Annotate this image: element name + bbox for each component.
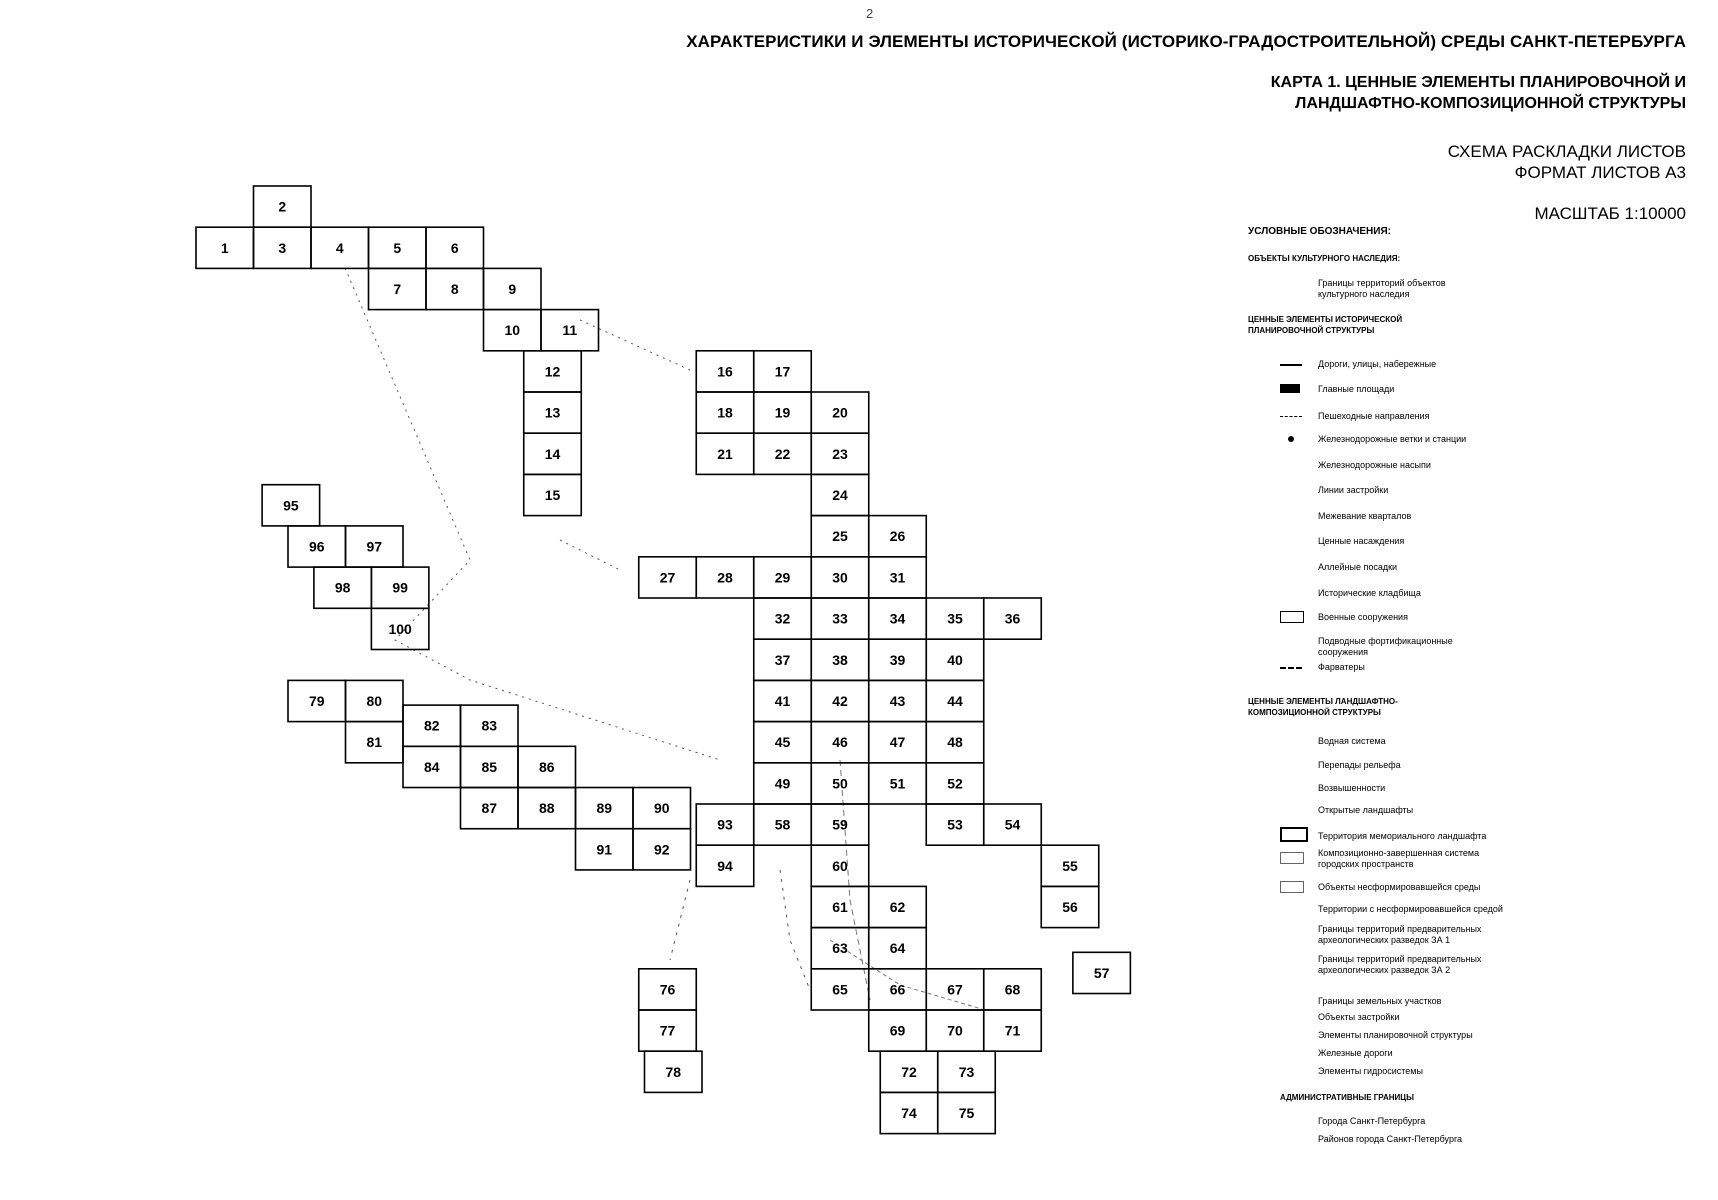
railway-trace <box>840 760 870 1000</box>
sheet-99[interactable] <box>371 567 429 608</box>
railway-station-symbol <box>1288 436 1294 442</box>
map-title-line-2: ЛАНДШАФТНО-КОМПОЗИЦИОННОЙ СТРУКТУРЫ <box>1295 95 1686 112</box>
sheet-number-label: 9 <box>508 281 517 297</box>
sheet-number-label: 23 <box>832 445 848 462</box>
sheet-34[interactable] <box>869 598 927 639</box>
sheet-number-label: 44 <box>947 693 963 709</box>
sheet-number-label: 36 <box>1004 610 1021 627</box>
sheet-30[interactable] <box>811 557 869 598</box>
sheet-38[interactable] <box>811 639 869 680</box>
sheet-68[interactable] <box>984 969 1042 1010</box>
sheet-number-label: 8 <box>450 281 459 297</box>
sheet-number-label: 52 <box>947 775 963 792</box>
sheet-number-label: 61 <box>832 899 848 915</box>
document-title: ХАРАКТЕРИСТИКИ И ЭЛЕМЕНТЫ ИСТОРИЧЕСКОЙ (ИСТОРИКО-ГРАДОСТРОИТЕЛЬНОЙ) СРЕДЫ САНКТ-ПЕТЕРБУРГА <box>686 32 1686 51</box>
legend-cultural-item-line-1: Границы территорий объектов <box>1318 278 1446 288</box>
legend-planning-heading-line-1: ЦЕННЫЕ ЭЛЕМЕНТЫ ИСТОРИЧЕСКОЙ <box>1248 315 1403 324</box>
sheet-14[interactable] <box>524 433 582 474</box>
legend-other-item: Железные дороги <box>1318 1048 1393 1058</box>
sheet-87[interactable] <box>461 788 519 829</box>
legend-landscape-heading-line-2: КОМПОЗИЦИОННОЙ СТРУКТУРЫ <box>1248 708 1381 717</box>
sheet-23[interactable] <box>811 433 869 474</box>
legend-composite-line-1: Композиционно-завершенная система <box>1318 848 1480 858</box>
military-structure-symbol <box>1280 611 1304 623</box>
sheet-70[interactable] <box>926 1010 984 1051</box>
composite-system-symbol <box>1280 852 1304 864</box>
sheet-number-label: 96 <box>308 538 325 555</box>
sheet-5[interactable] <box>369 227 427 268</box>
sheet-number-label: 74 <box>901 1105 917 1121</box>
sheet-number-label: 38 <box>832 651 848 668</box>
memorial-landscape-symbol <box>1280 827 1308 842</box>
sheet-13[interactable] <box>524 392 582 433</box>
sheet-11[interactable] <box>541 310 599 351</box>
legend-admin-heading: АДМИНИСТРАТИВНЫЕ ГРАНИЦЫ <box>1280 1093 1414 1102</box>
sheet-56[interactable] <box>1041 886 1099 927</box>
sheet-number-label: 82 <box>423 717 440 734</box>
sheet-number-label: 64 <box>889 940 906 957</box>
sheet-number-label: 60 <box>832 857 848 874</box>
sheet-number-label: 77 <box>659 1022 676 1039</box>
sheet-10[interactable] <box>484 310 542 351</box>
sheet-66[interactable] <box>869 969 927 1010</box>
sheet-number-label: 72 <box>901 1063 917 1080</box>
sheet-24[interactable] <box>811 474 869 515</box>
sheet-number-label: 32 <box>774 610 791 627</box>
sheet-12[interactable] <box>524 351 582 392</box>
sheet-52[interactable] <box>926 763 984 804</box>
sheet-33[interactable] <box>811 598 869 639</box>
sheet-100[interactable] <box>371 608 429 649</box>
district-boundary-trace <box>560 540 620 570</box>
sheet-number-label: 62 <box>889 899 906 915</box>
sheet-number-label: 19 <box>774 404 791 421</box>
sheet-35[interactable] <box>926 598 984 639</box>
sheet-number-label: 35 <box>947 610 963 627</box>
sheet-number-label: 100 <box>388 620 412 637</box>
sheet-86[interactable] <box>518 746 576 787</box>
sheet-49[interactable] <box>754 763 812 804</box>
legend-composite-item <box>1318 848 1479 870</box>
sheet-55[interactable] <box>1041 845 1099 886</box>
legend-fortification-line-2: сооружения <box>1318 647 1369 657</box>
sheet-44[interactable] <box>926 680 984 721</box>
sheet-number-label: 80 <box>366 693 383 709</box>
sheet-number-label: 11 <box>562 322 578 339</box>
sheet-71[interactable] <box>984 1010 1042 1051</box>
sheet-8[interactable] <box>426 268 484 309</box>
legend-planning-item: Железнодорожные насыпи <box>1318 460 1431 470</box>
sheet-76[interactable] <box>639 969 697 1010</box>
sheet-67[interactable] <box>926 969 984 1010</box>
sheet-number-label: 18 <box>717 404 733 421</box>
sheet-number-label: 66 <box>889 981 906 998</box>
sheet-39[interactable] <box>869 639 927 680</box>
sheet-62[interactable] <box>869 886 927 927</box>
sheet-number-label: 41 <box>774 693 791 709</box>
sheet-number-label: 29 <box>774 569 791 586</box>
legend-archaeology-2 <box>1318 954 1481 976</box>
sheet-84[interactable] <box>403 746 461 787</box>
legend-archaeology-1 <box>1318 924 1481 946</box>
sheet-number-label: 46 <box>832 734 848 751</box>
sheet-48[interactable] <box>926 722 984 763</box>
sheet-number-label: 69 <box>889 1022 906 1039</box>
sheet-number-label: 50 <box>832 775 848 792</box>
scheme-title-line-2: ФОРМАТ ЛИСТОВ А3 <box>1514 163 1686 182</box>
sheet-98[interactable] <box>314 567 372 608</box>
sheet-number-label: 48 <box>947 734 963 751</box>
sheet-69[interactable] <box>869 1010 927 1051</box>
sheet-number-label: 42 <box>832 693 848 709</box>
scheme-title <box>1448 141 1686 183</box>
sheet-grid <box>196 186 1130 1134</box>
sheet-number-label: 84 <box>423 758 440 775</box>
sheet-6[interactable] <box>426 227 484 268</box>
legend-planning-item: Военные сооружения <box>1318 612 1408 622</box>
legend-unformed-objects: Объекты несформировавшейся среды <box>1318 882 1481 892</box>
sheet-number-label: 68 <box>1004 981 1021 998</box>
sheet-2[interactable] <box>254 186 312 227</box>
legend-arch1-line-2: археологических разведок ЗА 1 <box>1318 935 1451 945</box>
legend-landscape-item: Перепады рельефа <box>1318 760 1401 770</box>
legend-cultural-heading: ОБЪЕКТЫ КУЛЬТУРНОГО НАСЛЕДИЯ: <box>1248 254 1401 263</box>
sheet-81[interactable] <box>346 722 404 763</box>
sheet-75[interactable] <box>938 1092 996 1133</box>
sheet-73[interactable] <box>938 1051 996 1092</box>
sheet-number-label: 99 <box>392 579 408 596</box>
sheet-number-label: 14 <box>544 445 561 462</box>
sheet-9[interactable] <box>484 268 542 309</box>
sheet-90[interactable] <box>633 788 691 829</box>
legend-landscape-item: Открытые ландшафты <box>1318 805 1414 815</box>
sheet-number-label: 91 <box>596 841 613 858</box>
sheet-number-label: 39 <box>889 651 906 668</box>
sheet-57[interactable] <box>1073 952 1131 993</box>
sheet-number-label: 71 <box>1004 1022 1021 1039</box>
sheet-18[interactable] <box>696 392 754 433</box>
legend-admin-item: Города Санкт-Петербурга <box>1318 1116 1426 1126</box>
sheet-number-label: 24 <box>832 487 848 503</box>
sheet-number-label: 31 <box>889 569 906 586</box>
sheet-number-label: 97 <box>366 538 383 555</box>
sheet-number-label: 95 <box>283 497 299 514</box>
sheet-number-label: 26 <box>889 528 906 545</box>
sheet-number-label: 76 <box>659 981 676 998</box>
sheet-97[interactable] <box>346 526 404 567</box>
sheet-88[interactable] <box>518 788 576 829</box>
sheet-number-label: 34 <box>889 610 906 627</box>
sheet-93[interactable] <box>696 804 754 845</box>
legend-landscape-heading <box>1248 696 1398 718</box>
sheet-number-label: 28 <box>717 569 733 586</box>
legend-planning-item: Исторические кладбища <box>1318 588 1421 598</box>
legend-unformed-territories: Территории с несформировавшейся средой <box>1318 904 1503 914</box>
sheet-number-label: 56 <box>1062 899 1078 915</box>
sheet-64[interactable] <box>869 928 927 969</box>
scheme-title-line-1: СХЕМА РАСКЛАДКИ ЛИСТОВ <box>1447 142 1686 161</box>
railway-trace <box>830 940 985 1010</box>
sheet-27[interactable] <box>639 557 697 598</box>
sheet-16[interactable] <box>696 351 754 392</box>
road-line-symbol <box>1280 364 1302 366</box>
sheet-77[interactable] <box>639 1010 697 1051</box>
legend-planning-item: Пешеходные направления <box>1318 411 1430 421</box>
sheet-94[interactable] <box>696 845 754 886</box>
map-title-line-1: КАРТА 1. ЦЕННЫЕ ЭЛЕМЕНТЫ ПЛАНИРОВОЧНОЙ И <box>1270 74 1686 91</box>
sheet-19[interactable] <box>754 392 812 433</box>
sheet-20[interactable] <box>811 392 869 433</box>
legend-fortification-line-1: Подводные фортификационные <box>1318 636 1453 646</box>
sheet-80[interactable] <box>346 680 404 721</box>
legend-planning-item: Аллейные посадки <box>1318 562 1398 572</box>
sheet-number-label: 94 <box>717 857 733 874</box>
sheet-number-label: 65 <box>832 981 848 998</box>
sheet-37[interactable] <box>754 639 812 680</box>
sheet-83[interactable] <box>461 705 519 746</box>
sheet-53[interactable] <box>926 804 984 845</box>
sheet-91[interactable] <box>576 829 634 870</box>
legend-planning-item: Межевание кварталов <box>1318 511 1412 521</box>
sheet-number-label: 25 <box>832 528 848 545</box>
sheet-number-label: 40 <box>947 651 963 668</box>
sheet-82[interactable] <box>403 705 461 746</box>
sheet-number-label: 75 <box>958 1105 975 1121</box>
legend-planning-item: Линии застройки <box>1318 485 1389 495</box>
fairway-dash-symbol <box>1280 667 1302 669</box>
sheet-number-label: 30 <box>832 569 848 586</box>
sheet-number-label: 90 <box>653 800 670 817</box>
sheet-number-label: 4 <box>335 239 344 256</box>
legend-other-item: Элементы гидросистемы <box>1318 1066 1423 1076</box>
sheet-26[interactable] <box>869 516 927 557</box>
legend-planning-item: Главные площади <box>1318 384 1395 394</box>
sheet-45[interactable] <box>754 722 812 763</box>
sheet-54[interactable] <box>984 804 1042 845</box>
sheet-number-label: 98 <box>334 579 351 596</box>
sheet-number-label: 20 <box>832 404 848 421</box>
sheet-number-label: 70 <box>947 1022 963 1039</box>
sheet-number-label: 81 <box>366 734 383 751</box>
sheet-15[interactable] <box>524 474 582 515</box>
sheet-number-label: 86 <box>538 758 555 775</box>
legend-cultural-item <box>1318 278 1446 300</box>
sheet-79[interactable] <box>288 680 346 721</box>
legend-admin-item: Районов города Санкт-Петербурга <box>1318 1134 1463 1144</box>
sheet-47[interactable] <box>869 722 927 763</box>
square-fill-symbol <box>1280 384 1300 393</box>
sheet-3[interactable] <box>254 227 312 268</box>
sheet-51[interactable] <box>869 763 927 804</box>
sheet-63[interactable] <box>811 928 869 969</box>
legend-fairways-item: Фарватеры <box>1318 662 1365 672</box>
sheet-number-label: 59 <box>832 816 848 833</box>
sheet-number-label: 47 <box>889 734 906 751</box>
sheet-72[interactable] <box>880 1051 938 1092</box>
sheet-89[interactable] <box>576 788 634 829</box>
sheet-number-label: 1 <box>220 239 229 256</box>
sheet-43[interactable] <box>869 680 927 721</box>
sheet-number-label: 88 <box>538 800 555 817</box>
page-number: 2 <box>866 6 874 21</box>
map-scale: МАСШТАБ 1:10000 <box>1534 204 1686 223</box>
unformed-objects-symbol <box>1280 881 1304 893</box>
sheet-number-label: 58 <box>774 816 791 833</box>
sheet-65[interactable] <box>811 969 869 1010</box>
legend-planning-item: Ценные насаждения <box>1318 536 1405 546</box>
legend-arch1-line-1: Границы территорий предварительных <box>1318 924 1482 934</box>
sheet-number-label: 5 <box>393 239 402 256</box>
sheet-58[interactable] <box>754 804 812 845</box>
sheet-number-label: 79 <box>308 693 325 709</box>
sheet-61[interactable] <box>811 886 869 927</box>
pedestrian-dash-symbol <box>1280 416 1302 417</box>
sheet-number-label: 57 <box>1093 964 1110 981</box>
sheet-number-label: 89 <box>596 800 613 817</box>
sheet-number-label: 87 <box>481 800 498 817</box>
sheet-7[interactable] <box>369 268 427 309</box>
sheet-number-label: 13 <box>544 404 561 421</box>
legend-landscape-item: Территория мемориального ландшафта <box>1318 831 1487 841</box>
sheet-4[interactable] <box>311 227 369 268</box>
sheet-number-label: 51 <box>889 775 906 792</box>
sheet-number-label: 43 <box>889 693 906 709</box>
legend-other-item: Границы земельных участков <box>1318 996 1442 1006</box>
sheet-number-label: 3 <box>278 239 287 256</box>
sheet-50[interactable] <box>811 763 869 804</box>
sheet-number-label: 22 <box>774 445 791 462</box>
sheet-46[interactable] <box>811 722 869 763</box>
sheet-number-label: 21 <box>717 445 733 462</box>
sheet-number-label: 53 <box>947 816 963 833</box>
legend-arch2-line-1: Границы территорий предварительных <box>1318 954 1482 964</box>
sheet-number-label: 10 <box>504 322 521 339</box>
sheet-32[interactable] <box>754 598 812 639</box>
legend-planning-heading-line-2: ПЛАНИРОВОЧНОЙ СТРУКТУРЫ <box>1248 326 1375 335</box>
legend-heading: УСЛОВНЫЕ ОБОЗНАЧЕНИЯ: <box>1248 226 1391 237</box>
legend-planning-item: Железнодорожные ветки и станции <box>1318 434 1467 444</box>
sheet-74[interactable] <box>880 1092 938 1133</box>
sheet-number-label: 49 <box>774 775 791 792</box>
sheet-number-label: 54 <box>1004 816 1021 833</box>
sheet-number-label: 15 <box>544 487 561 503</box>
sheet-number-label: 92 <box>653 841 670 858</box>
sheet-41[interactable] <box>754 680 812 721</box>
sheet-number-label: 17 <box>774 363 791 380</box>
sheet-number-label: 45 <box>774 734 791 751</box>
legend-landscape-heading-line-1: ЦЕННЫЕ ЭЛЕМЕНТЫ ЛАНДШАФТНО- <box>1248 697 1398 706</box>
legend-cultural-item-line-2: культурного наследия <box>1318 289 1410 299</box>
sheet-78[interactable] <box>645 1051 703 1092</box>
sheet-number-label: 27 <box>659 569 676 586</box>
legend-other-item: Элементы планировочной структуры <box>1318 1030 1473 1040</box>
sheet-number-label: 16 <box>717 363 733 380</box>
map-title <box>1271 72 1686 114</box>
sheet-number-label: 73 <box>958 1063 975 1080</box>
sheet-number-label: 37 <box>774 651 791 668</box>
legend-arch2-line-2: археологических разведок ЗА 2 <box>1318 965 1451 975</box>
sheet-36[interactable] <box>984 598 1042 639</box>
legend-fortification-item <box>1318 636 1453 658</box>
sheet-22[interactable] <box>754 433 812 474</box>
sheet-1[interactable] <box>196 227 254 268</box>
sheet-59[interactable] <box>811 804 869 845</box>
sheet-21[interactable] <box>696 433 754 474</box>
sheet-number-label: 85 <box>481 758 498 775</box>
legend-landscape-item: Водная система <box>1318 736 1386 746</box>
district-boundary-trace <box>345 268 720 760</box>
sheet-29[interactable] <box>754 557 812 598</box>
legend-planning-item: Дороги, улицы, набережные <box>1318 359 1437 369</box>
sheet-28[interactable] <box>696 557 754 598</box>
legend-other-item: Объекты застройки <box>1318 1012 1400 1022</box>
sheet-60[interactable] <box>811 845 869 886</box>
sheet-number-label: 83 <box>481 717 498 734</box>
sheet-42[interactable] <box>811 680 869 721</box>
sheet-number-label: 2 <box>278 198 287 215</box>
sheet-92[interactable] <box>633 829 691 870</box>
sheet-number-label: 33 <box>832 610 848 627</box>
sheet-number-label: 63 <box>832 940 848 957</box>
waterway-trace <box>780 870 810 990</box>
sheet-number-label: 12 <box>544 363 561 380</box>
legend-planning-heading <box>1248 314 1402 336</box>
sheet-number-label: 6 <box>450 239 459 256</box>
sheet-number-label: 78 <box>665 1063 682 1080</box>
sheet-number-label: 93 <box>717 816 733 833</box>
legend-landscape-item: Возвышенности <box>1318 783 1386 793</box>
sheet-17[interactable] <box>754 351 812 392</box>
sheet-96[interactable] <box>288 526 346 567</box>
waterway-trace <box>670 880 690 960</box>
sheet-number-label: 67 <box>947 981 963 998</box>
sheet-40[interactable] <box>926 639 984 680</box>
sheet-85[interactable] <box>461 746 519 787</box>
sheet-number-label: 7 <box>393 281 402 297</box>
sheet-number-label: 55 <box>1062 857 1078 874</box>
sheet-95[interactable] <box>262 485 320 526</box>
sheet-31[interactable] <box>869 557 927 598</box>
district-boundary-trace <box>580 320 690 370</box>
sheet-25[interactable] <box>811 516 869 557</box>
legend-composite-line-2: городских пространств <box>1318 859 1414 869</box>
